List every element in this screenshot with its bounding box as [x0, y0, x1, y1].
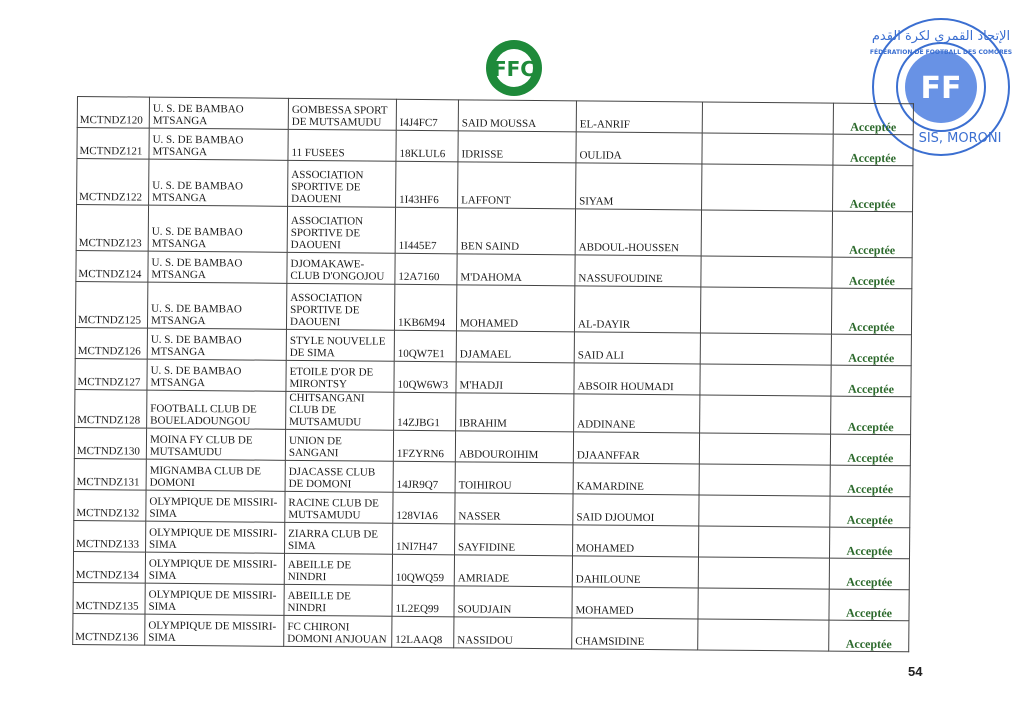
club-from-cell: OLYMPIQUE DE MISSIRI-SIMA	[145, 583, 284, 615]
status-cell: Acceptée	[833, 134, 913, 166]
table-row	[75, 281, 911, 334]
player-code-cell: 10QW6W3	[394, 361, 456, 393]
stamp-city-text: SIS, MORONI	[918, 131, 1002, 146]
club-from-cell: U. S. DE BAMBAO MTSANGA	[147, 282, 286, 329]
player-surname-cell: OULIDA	[576, 132, 702, 164]
player-code-cell: 1I445E7	[395, 207, 457, 254]
player-surname-cell: EL-ANRIF	[576, 101, 702, 133]
player-code-cell: 12LAAQ8	[392, 616, 454, 648]
note-cell	[699, 495, 830, 527]
status-cell: Acceptée	[830, 434, 910, 466]
player-surname-cell: DJAANFFAR	[573, 432, 699, 464]
player-name-cell: ABDOUROIHIM	[455, 431, 573, 463]
club-from-cell: MOINA FY CLUB DE MUTSAMUDU	[146, 428, 285, 460]
transfer-id-cell: MCTNDZ130	[74, 427, 146, 459]
status-cell: Acceptée	[829, 527, 909, 559]
transfer-id-cell: MCTNDZ135	[73, 582, 145, 614]
player-surname-cell: AL-DAYIR	[574, 286, 700, 333]
club-from-cell: U. S. DE BAMBAO MTSANGA	[149, 97, 288, 129]
player-name-cell: M'DAHOMA	[457, 254, 575, 286]
player-surname-cell: SAID ALI	[574, 332, 700, 364]
player-name-cell: IBRAHIM	[456, 393, 574, 432]
player-name-cell: SOUDJAIN	[454, 586, 572, 618]
status-cell: Acceptée	[830, 496, 910, 528]
club-to-cell: DJACASSE CLUB DE DOMONI	[285, 460, 393, 492]
player-surname-cell: KAMARDINE	[573, 463, 699, 495]
transfer-id-cell: MCTNDZ127	[75, 358, 147, 390]
player-surname-cell: MOHAMED	[572, 587, 698, 619]
note-cell	[700, 287, 831, 334]
logo-text: FFC	[492, 57, 536, 81]
note-cell	[700, 364, 831, 396]
note-cell	[702, 102, 833, 134]
transfer-id-cell: MCTNDZ128	[75, 389, 147, 428]
club-to-cell: CHITSANGANI CLUB DE MUTSAMUDU	[286, 391, 394, 430]
player-surname-cell: SAID DJOUMOI	[573, 494, 699, 526]
club-to-cell: ASSOCIATION SPORTIVE DE DAOUENI	[288, 160, 396, 207]
player-name-cell: LAFFONT	[458, 162, 576, 209]
player-code-cell: 12A7160	[395, 253, 457, 285]
transfer-id-cell: MCTNDZ125	[75, 281, 147, 328]
player-code-cell: 1L2EQ99	[392, 585, 454, 617]
club-to-cell: UNION DE SANGANI	[285, 429, 393, 461]
club-from-cell: OLYMPIQUE DE MISSIRI-SIMA	[145, 552, 284, 584]
club-to-cell: ASSOCIATION SPORTIVE DE DAOUENI	[287, 206, 395, 253]
status-cell: Acceptée	[831, 396, 911, 435]
transfer-id-cell: MCTNDZ132	[74, 489, 146, 521]
club-from-cell: OLYMPIQUE DE MISSIRI-SIMA	[146, 490, 285, 522]
table-row	[76, 205, 912, 258]
note-cell	[701, 256, 832, 288]
club-to-cell: ABEILLE DE NINDRI	[284, 584, 392, 616]
player-name-cell: IDRISSE	[458, 131, 576, 163]
player-code-cell: 18KLUL6	[396, 130, 458, 162]
note-cell	[702, 133, 833, 165]
player-code-cell: 1I43HF6	[396, 161, 458, 208]
player-code-cell: 10QW7E1	[394, 330, 456, 362]
transfer-id-cell: MCTNDZ126	[75, 327, 147, 359]
note-cell	[699, 526, 830, 558]
transfer-id-cell: MCTNDZ136	[73, 613, 145, 645]
player-surname-cell: DAHILOUNE	[572, 556, 698, 588]
club-to-cell: RACINE CLUB DE MUTSAMUDU	[285, 491, 393, 523]
player-surname-cell: ABSOIR HOUMADI	[574, 363, 700, 395]
player-code-cell: 128VIA6	[393, 492, 455, 524]
player-name-cell: SAYFIDINE	[455, 524, 573, 556]
transfer-table	[72, 96, 914, 652]
player-name-cell: SAID MOUSSA	[458, 100, 576, 132]
note-cell	[698, 557, 829, 589]
player-code-cell: 1KB6M94	[394, 284, 456, 331]
player-name-cell: NASSIDOU	[454, 617, 572, 649]
player-name-cell: TOIHIROU	[455, 462, 573, 494]
club-from-cell: OLYMPIQUE DE MISSIRI-SIMA	[145, 614, 284, 646]
status-cell: Acceptée	[829, 558, 909, 590]
club-to-cell: ETOILE D'OR DE MIRONTSY	[286, 360, 394, 392]
note-cell	[700, 395, 831, 434]
club-from-cell: U. S. DE BAMBAO MTSANGA	[147, 359, 286, 391]
stamp-french-text: FÉDÉRATION DE FOOTBALL DES COMORES	[869, 49, 1013, 56]
player-code-cell: 14JR9Q7	[393, 461, 455, 493]
stamp-arabic-text: الإتحاد القمري لكرة القدم	[871, 29, 1011, 44]
club-to-cell: ZIARRA CLUB DE SIMA	[285, 522, 393, 554]
club-to-cell: ABEILLE DE NINDRI	[284, 553, 392, 585]
player-name-cell: BEN SAIND	[457, 208, 575, 255]
status-cell: Acceptée	[833, 103, 913, 135]
club-to-cell: STYLE NOUVELLE DE SIMA	[286, 329, 394, 361]
player-surname-cell: NASSUFOUDINE	[575, 255, 701, 287]
note-cell	[699, 433, 830, 465]
club-from-cell: U. S. DE BAMBAO MTSANGA	[147, 328, 286, 360]
player-name-cell: DJAMAEL	[456, 331, 574, 363]
player-code-cell: I4J4FC7	[396, 99, 458, 131]
table-row	[73, 613, 909, 651]
club-to-cell: DJOMAKAWE-CLUB D'ONGOJOU	[287, 252, 395, 284]
status-cell: Acceptée	[833, 165, 913, 212]
club-to-cell: 11 FUSEES	[288, 129, 396, 161]
player-name-cell: MOHAMED	[456, 285, 574, 332]
note-cell	[698, 588, 829, 620]
player-code-cell: 1FZYRN6	[393, 430, 455, 462]
status-cell: Acceptée	[832, 211, 912, 258]
player-name-cell: AMRIADE	[454, 555, 572, 587]
transfer-id-cell: MCTNDZ123	[76, 205, 148, 252]
ffc-federation-logo-icon	[484, 38, 544, 98]
transfer-id-cell: MCTNDZ133	[74, 520, 146, 552]
note-cell	[702, 164, 833, 211]
player-surname-cell: MOHAMED	[573, 525, 699, 557]
status-cell: Acceptée	[829, 589, 909, 621]
club-from-cell: U. S. DE BAMBAO MTSANGA	[149, 159, 288, 206]
transfer-table-container	[72, 96, 913, 652]
table-row	[77, 159, 913, 212]
player-code-cell: 1NI7H47	[393, 523, 455, 555]
player-name-cell: M'HADJI	[456, 362, 574, 394]
club-to-cell: FC CHIRONI DOMONI ANJOUAN	[284, 615, 392, 647]
status-cell: Acceptée	[832, 257, 912, 289]
transfer-id-cell: MCTNDZ120	[77, 97, 149, 129]
player-name-cell: NASSER	[455, 493, 573, 525]
note-cell	[701, 210, 832, 257]
player-surname-cell: ABDOUL-HOUSSEN	[575, 209, 701, 256]
club-to-cell: ASSOCIATION SPORTIVE DE DAOUENI	[286, 283, 394, 330]
transfer-id-cell: MCTNDZ124	[76, 250, 148, 282]
player-surname-cell: ADDINANE	[574, 394, 700, 433]
club-from-cell: FOOTBALL CLUB DE BOUELADOUNGOU	[147, 390, 286, 429]
status-cell: Acceptée	[831, 334, 911, 366]
club-from-cell: U. S. DE BAMBAO MTSANGA	[149, 128, 288, 160]
svg-text:FF: FF	[920, 71, 962, 106]
player-surname-cell: CHAMSIDINE	[572, 618, 698, 650]
player-code-cell: 14ZJBG1	[394, 392, 456, 431]
player-surname-cell: SIYAM	[576, 163, 702, 210]
club-from-cell: MIGNAMBA CLUB DE DOMONI	[146, 459, 285, 491]
club-to-cell: GOMBESSA SPORT DE MUTSAMUDU	[288, 98, 396, 130]
page-number: 54	[908, 664, 923, 679]
transfer-id-cell: MCTNDZ122	[77, 159, 149, 206]
club-from-cell: OLYMPIQUE DE MISSIRI-SIMA	[146, 521, 285, 553]
transfer-id-cell: MCTNDZ121	[77, 128, 149, 160]
transfer-id-cell: MCTNDZ134	[73, 551, 145, 583]
club-from-cell: U. S. DE BAMBAO MTSANGA	[148, 205, 287, 252]
transfer-id-cell: MCTNDZ131	[74, 458, 146, 490]
status-cell: Acceptée	[831, 365, 911, 397]
note-cell	[698, 619, 829, 651]
club-from-cell: U. S. DE BAMBAO MTSANGA	[148, 251, 287, 283]
status-cell: Acceptée	[829, 620, 909, 652]
note-cell	[699, 464, 830, 496]
status-cell: Acceptée	[831, 288, 911, 335]
status-cell: Acceptée	[830, 465, 910, 497]
note-cell	[700, 333, 831, 365]
player-code-cell: 10QWQ59	[392, 554, 454, 586]
